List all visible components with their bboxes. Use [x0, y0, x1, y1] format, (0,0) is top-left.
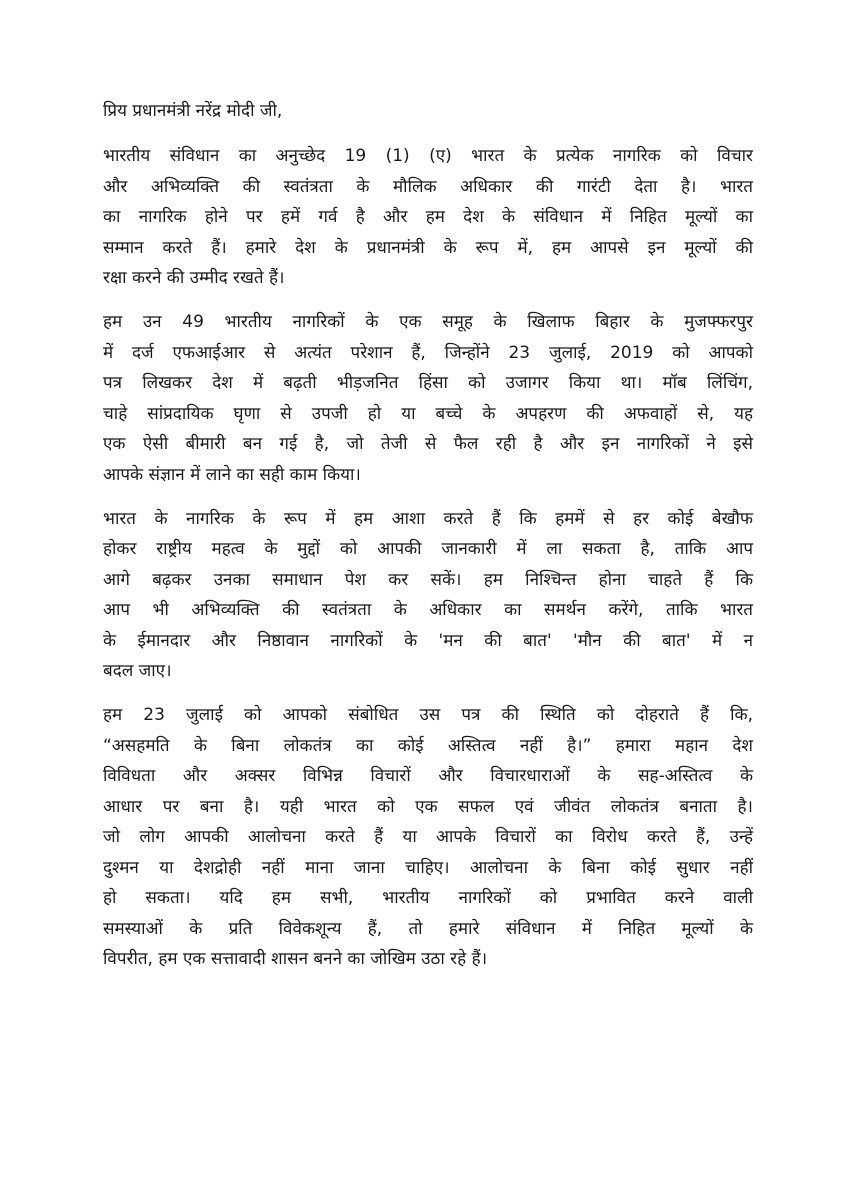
text-line: एक ऐसी बीमारी बन गई है, जो तेजी से फैल रही है और इन नागरिकों ने इसे: [103, 434, 753, 454]
text-line: “असहमति के बिना लोकतंत्र का कोई अस्तित्व नहीं है।” हमारा महान देश: [103, 735, 753, 756]
text-line: दुश्मन या देशद्रोही नहीं माना जाना चाहिए। आलोचना के बिना कोई सुधार नहीं: [103, 857, 753, 878]
letter-body: [103, 96, 753, 988]
text-line: रक्षा करने की उम्मीद रखते हैं।: [103, 268, 285, 288]
text-line: हो सकता। यदि हम सभी, भारतीय नागरिकों को प्रभावित करने वाली: [103, 888, 753, 908]
text-line: समस्याओं के प्रति विवेकशून्य हैं, तो हमारे संविधान में निहित मूल्यों के: [103, 918, 753, 939]
paragraph-4: [103, 700, 753, 975]
text-line: भारतीय संविधान का अनुच्छेद 19 (1) (ए) भारत के प्रत्येक नागरिक को विचार: [103, 146, 753, 166]
text-line: होकर राष्ट्रीय महत्व के मुद्दों को आपकी जानकारी में ला सकता है, ताकि आप: [103, 539, 753, 559]
text-line: विपरीत, हम एक सत्तावादी शासन बनने का जोखिम उठा रहे हैं।: [103, 949, 488, 969]
text-line: और अभिव्यक्ति की स्वतंत्रता के मौलिक अधिकार की गारंटी देता है। भारत: [103, 176, 753, 197]
text-line: का नागरिक होने पर हमें गर्व है और हम देश के संविधान में निहित मूल्यों का: [103, 207, 753, 227]
text-line: आपके संज्ञान में लाने का सही काम किया।: [103, 464, 361, 485]
paragraph-2: [103, 307, 753, 490]
text-line: हम 23 जुलाई को आपको संबोधित उस पत्र की स्थिति को दोहराते हैं कि,: [103, 705, 753, 725]
text-line: बदल जाए।: [103, 661, 172, 681]
text-line: भारत के नागरिक के रूप में हम आशा करते हैं कि हममें से हर कोई बेखौफ: [103, 508, 753, 529]
text-line: जो लोग आपकी आलोचना करते हैं या आपके विचारों का विरोध करते हैं, उन्हें: [103, 827, 753, 847]
text-line: के ईमानदार और निष्ठावान नागरिकों के 'मन की बात' 'मौन की बात' में न: [103, 630, 753, 651]
text-line: आधार पर बना है। यही भारत को एक सफल एवं जीवंत लोकतंत्र बनाता है।: [103, 796, 753, 817]
paragraph-3: [103, 504, 753, 687]
text-line: विविधता और अक्सर विभिन्न विचारों और विचारधाराओं के सह-अस्तित्व के: [103, 766, 753, 786]
text-line: चाहे सांप्रदायिक घृणा से उपजी हो या बच्चे के अपहरण की अफवाहों से, यह: [103, 403, 753, 424]
text-line: आगे बढ़कर उनका समाधान पेश कर सकें। हम निश्चिन्त होना चाहते हैं कि: [103, 569, 753, 590]
text-line: आप भी अभिव्यक्ति की स्वतंत्रता के अधिकार का समर्थन करेंगे, ताकि भारत: [103, 600, 753, 620]
paragraph-1: [103, 141, 753, 294]
salutation: प्रिय प्रधानमंत्री नरेंद्र मोदी जी,: [103, 101, 283, 121]
text-line: में दर्ज एफआईआर से अत्यंत परेशान हैं, जिन्होंने 23 जुलाई, 2019 को आपको: [103, 342, 753, 363]
text-line: सम्मान करते हैं। हमारे देश के प्रधानमंत्री के रूप में, हम आपसे इन मूल्यों की: [103, 237, 753, 258]
text-line: पत्र लिखकर देश में बढ़ती भीड़जनित हिंसा को उजागर किया था। मॉब लिंचिंग,: [103, 373, 753, 393]
text-line: हम उन 49 भारतीय नागरिकों के एक समूह के खिलाफ बिहार के मुजफ्फरपुर: [103, 312, 753, 332]
